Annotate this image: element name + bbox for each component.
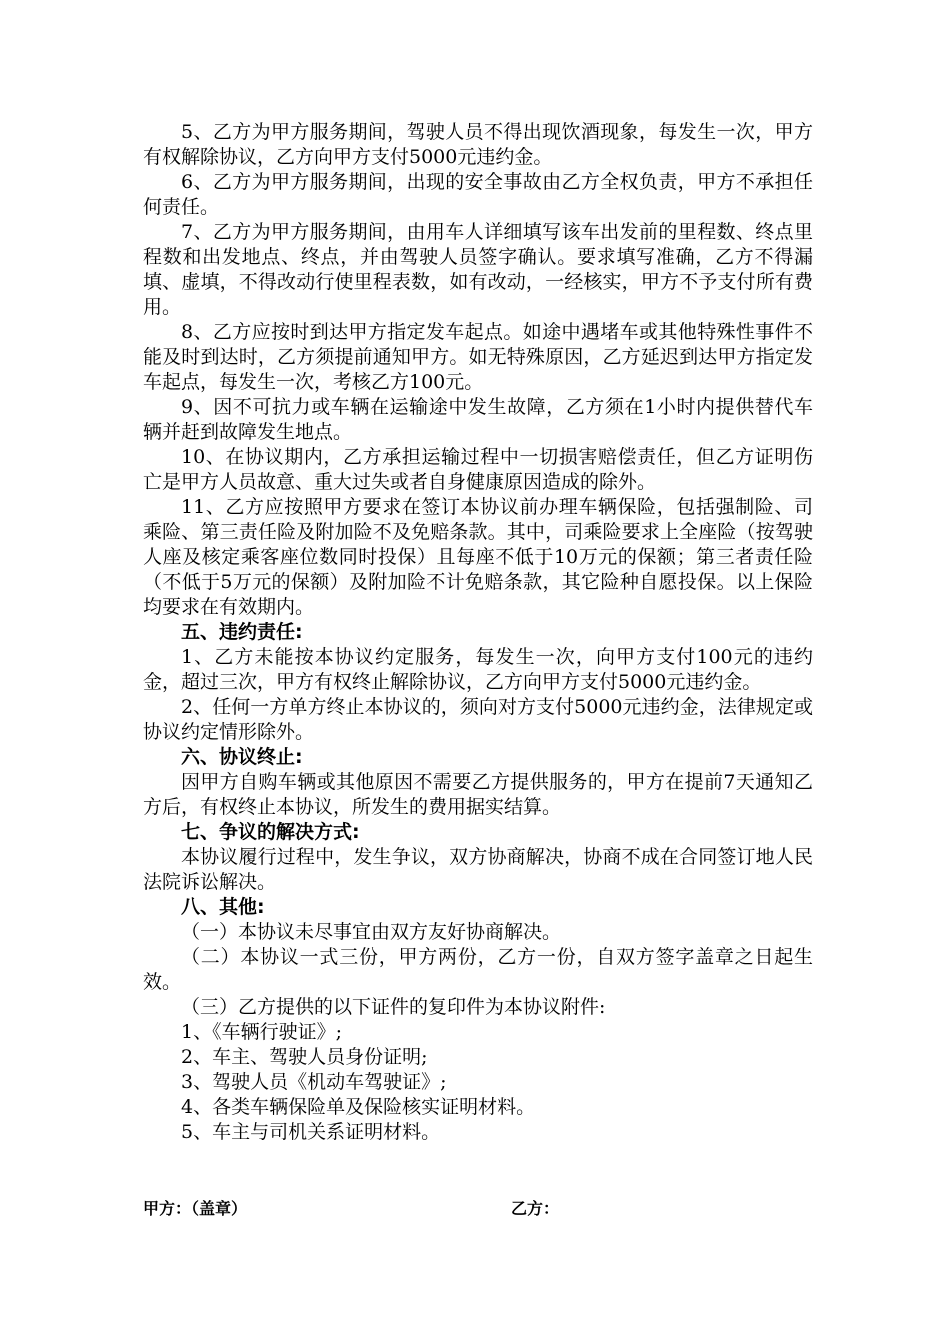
attachment-item-4: 4、各类车辆保险单及保险核实证明材料。 bbox=[181, 1096, 536, 1118]
other-clause-2: （二）本协议一式三份，甲方两份，乙方一份，自双方签字盖章之日起生效。 bbox=[143, 946, 813, 993]
clause-7: 7、乙方为甲方服务期间，由用车人详细填写该车出发前的里程数、终点里程数和出发地点、终点，并由驾驶人员签字确认。要求填写准确，乙方不得漏填、虚填，不得改动行使里程表数，如有改动，一经核实，甲方不予支付所有费用。 bbox=[143, 221, 813, 318]
section-heading-dispute: 七、争议的解决方式: bbox=[181, 821, 360, 843]
attachment-item-3: 3、驾驶人员《机动车驾驶证》; bbox=[181, 1071, 447, 1093]
attachment-item-5: 5、车主与司机关系证明材料。 bbox=[181, 1121, 441, 1143]
dispute-clause: 本协议履行过程中，发生争议，双方协商解决，协商不成在合同签订地人民法院诉讼解决。 bbox=[143, 846, 813, 893]
clause-10: 10、在协议期内，乙方承担运输过程中一切损害赔偿责任，但乙方证明伤亡是甲方人员故意、重大过失或者自身健康原因造成的除外。 bbox=[143, 446, 813, 493]
party-a-signature: 甲方：（盖章） bbox=[143, 1199, 248, 1218]
clause-5: 5、乙方为甲方服务期间，驾驶人员不得出现饮酒现象，每发生一次，甲方有权解除协议，乙方向甲方支付5000元违约金。 bbox=[143, 121, 813, 168]
section-heading-breach: 五、违约责任: bbox=[181, 621, 303, 643]
clause-9: 9、因不可抗力或车辆在运输途中发生故障，乙方须在1小时内提供替代车辆并赶到故障发生地点。 bbox=[143, 396, 813, 443]
other-clause-1: （一）本协议未尽事宜由双方友好协商解决。 bbox=[181, 921, 562, 943]
breach-clause-2: 2、任何一方单方终止本协议的，须向对方支付5000元违约金，法律规定或协议约定情形除外。 bbox=[143, 696, 813, 743]
other-clause-3: （三）乙方提供的以下证件的复印件为本协议附件: bbox=[181, 996, 606, 1018]
clause-6: 6、乙方为甲方服务期间，出现的安全事故由乙方全权负责，甲方不承担任何责任。 bbox=[143, 171, 813, 218]
section-heading-other: 八、其他: bbox=[181, 896, 265, 918]
breach-clause-1: 1、乙方未能按本协议约定服务，每发生一次，向甲方支付100元的违约金，超过三次，甲方有权终止解除协议，乙方向甲方支付5000元违约金。 bbox=[143, 646, 813, 693]
section-heading-termination: 六、协议终止: bbox=[181, 746, 303, 768]
clause-8: 8、乙方应按时到达甲方指定发车起点。如途中遇堵车或其他特殊性事件不能及时到达时，乙方须提前通知甲方。如无特殊原因，乙方延迟到达甲方指定发车起点，每发生一次，考核乙方100元。 bbox=[143, 321, 813, 393]
attachment-item-2: 2、车主、驾驶人员身份证明; bbox=[181, 1046, 428, 1068]
document-body bbox=[143, 120, 813, 1145]
signature-block bbox=[143, 1196, 813, 1222]
party-b-signature: 乙方： bbox=[511, 1199, 560, 1218]
attachment-item-1: 1、《车辆行驶证》; bbox=[181, 1021, 342, 1043]
termination-clause: 因甲方自购车辆或其他原因不需要乙方提供服务的，甲方在提前7天通知乙方后，有权终止本协议，所发生的费用据实结算。 bbox=[143, 771, 813, 818]
clause-11: 11、乙方应按照甲方要求在签订本协议前办理车辆保险，包括强制险、司乘险、第三责任险及附加险不及免赔条款。其中，司乘险要求上全座险（按驾驶人座及核定乘客座位数同时投保）且每座不低于10万元的保额；第三者责任险（不低于5万元的保额）及附加险不计免赔条款，其它险种自愿投保。以上保险均要求在有效期内。 bbox=[143, 496, 813, 618]
